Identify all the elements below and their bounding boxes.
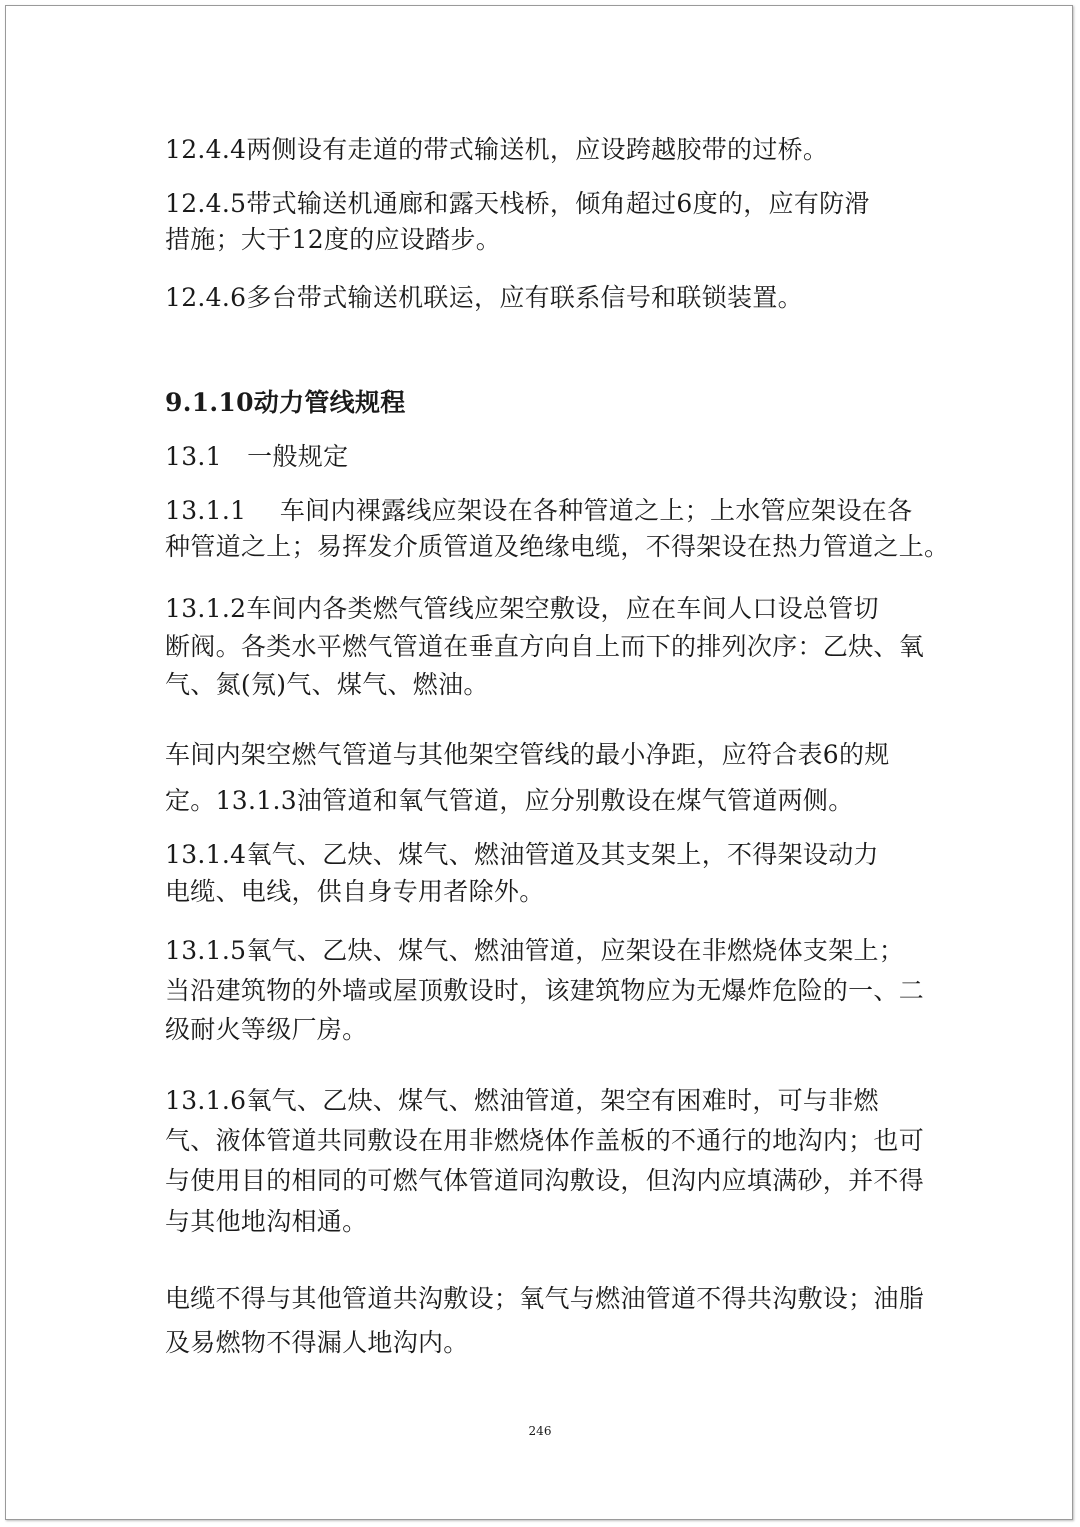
clause-13-1-5-line2: 当沿建筑物的外墙或屋顶敷设时，该建筑物应为无爆炸危险的一、二 bbox=[165, 976, 925, 1005]
paragraph-clearance-line1: 车间内架空燃气管道与其他架空管线的最小净距，应符合表6的规 bbox=[165, 740, 890, 769]
paragraph-cable-line2: 及易燃物不得漏人地沟内。 bbox=[165, 1328, 469, 1357]
subsection-13-1: 13.1 一般规定 bbox=[165, 442, 349, 471]
clause-13-1-6-line4: 与其他地沟相通。 bbox=[165, 1207, 368, 1236]
clause-13-1-5-line1: 13.1.5氧气、乙炔、煤气、燃油管道，应架设在非燃烧体支架上； bbox=[165, 936, 905, 965]
paragraph-clearance-line2: 定。13.1.3油管道和氧气管道，应分别敷设在煤气管道两侧。 bbox=[165, 786, 854, 815]
clause-12-4-4: 12.4.4两侧设有走道的带式输送机，应设跨越胶带的过桥。 bbox=[165, 135, 829, 164]
clause-13-1-4-line1: 13.1.4氧气、乙炔、煤气、燃油管道及其支架上，不得架设动力 bbox=[165, 840, 879, 869]
section-heading: 9.1.10动力管线规程 bbox=[165, 388, 406, 417]
clause-13-1-2-line3: 气、氮(氖)气、煤气、燃油。 bbox=[165, 670, 489, 699]
clause-13-1-5-line3: 级耐火等级厂房。 bbox=[165, 1015, 368, 1044]
clause-13-1-6-line2: 气、液体管道共同敷设在用非燃烧体作盖板的不通行的地沟内；也可 bbox=[165, 1126, 925, 1155]
clause-13-1-1-line2: 种管道之上；易挥发介质管道及绝缘电缆，不得架设在热力管道之上。 bbox=[165, 532, 950, 561]
clause-13-1-4-line2: 电缆、电线，供自身专用者除外。 bbox=[165, 877, 545, 906]
paragraph-cable-line1: 电缆不得与其他管道共沟敷设；氧气与燃油管道不得共沟敷设；油脂 bbox=[165, 1284, 925, 1313]
clause-13-1-2-line1: 13.1.2车间内各类燃气管线应架空敷设，应在车间人口设总管切 bbox=[165, 594, 879, 623]
clause-13-1-2-line2: 断阀。各类水平燃气管道在垂直方向自上而下的排列次序：乙炔、氧 bbox=[165, 632, 925, 661]
clause-13-1-1-line1: 13.1.1 车间内裸露线应架设在各种管道之上；上水管应架设在各 bbox=[165, 496, 913, 525]
page-number: 246 bbox=[528, 1424, 552, 1438]
clause-12-4-5-line2: 措施；大于12度的应设踏步。 bbox=[165, 225, 502, 254]
clause-12-4-6: 12.4.6多台带式输送机联运，应有联系信号和联锁装置。 bbox=[165, 283, 803, 312]
clause-13-1-6-line3: 与使用目的相同的可燃气体管道同沟敷设，但沟内应填满砂，并不得 bbox=[165, 1166, 925, 1195]
clause-12-4-5-line1: 12.4.5带式输送机通廊和露天栈桥，倾角超过6度的，应有防滑 bbox=[165, 189, 870, 218]
clause-13-1-6-line1: 13.1.6氧气、乙炔、煤气、燃油管道，架空有困难时，可与非燃 bbox=[165, 1086, 879, 1115]
